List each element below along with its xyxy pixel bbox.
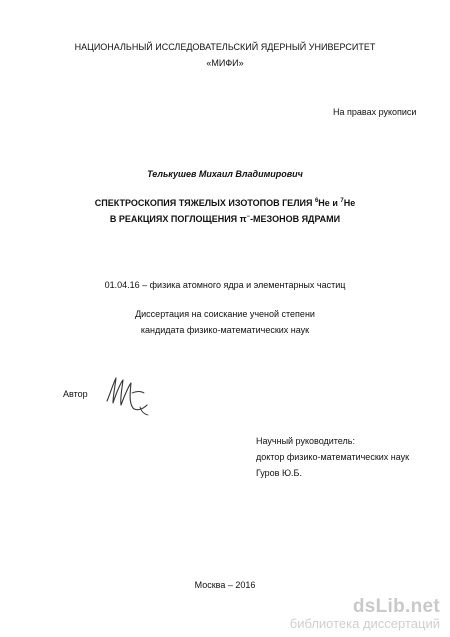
supervisor-label: Научный руководитель: [256, 436, 355, 446]
dissertation-title-line-2: В РЕАКЦИЯХ ПОГЛОЩЕНИЯ π−-МЕЗОНОВ ЯДРАМИ [109, 214, 341, 224]
author-name: Телькушев Михаил Владимирович [147, 169, 303, 179]
dissertation-title-line-1: СПЕКТРОСКОПИЯ ТЯЖЕЛЫХ ИЗОТОПОВ ГЕЛИЯ $^6$He и $^7$He [94, 198, 356, 208]
author-label: Автор [63, 389, 88, 399]
manuscript-rights-label: На правах рукописи [333, 107, 417, 117]
watermark-subtitle: библиотека диссертаций [289, 616, 440, 631]
supervisor-name: Гуров Ю.Б. [256, 468, 302, 478]
city-year: Москва – 2016 [194, 580, 256, 590]
university-name: НАЦИОНАЛЬНЫЙ ИССЛЕДОВАТЕЛЬСКИЙ ЯДЕРНЫЙ УНИВЕРСИТЕТ [74, 42, 376, 52]
university-short-name: «МИФИ» [206, 58, 244, 68]
supervisor-degree: доктор физико-математических наук [256, 452, 410, 462]
degree-line-1: Диссертация на соискание ученой степени [135, 309, 315, 319]
watermark-logo: dsLib.net [352, 596, 440, 617]
watermark [290, 597, 440, 631]
specialty-code: 01.04.16 – физика атомного ядра и элементарных частиц [104, 280, 346, 290]
degree-line-2: кандидата физико-математических наук [140, 325, 310, 335]
author-signature [104, 372, 154, 420]
